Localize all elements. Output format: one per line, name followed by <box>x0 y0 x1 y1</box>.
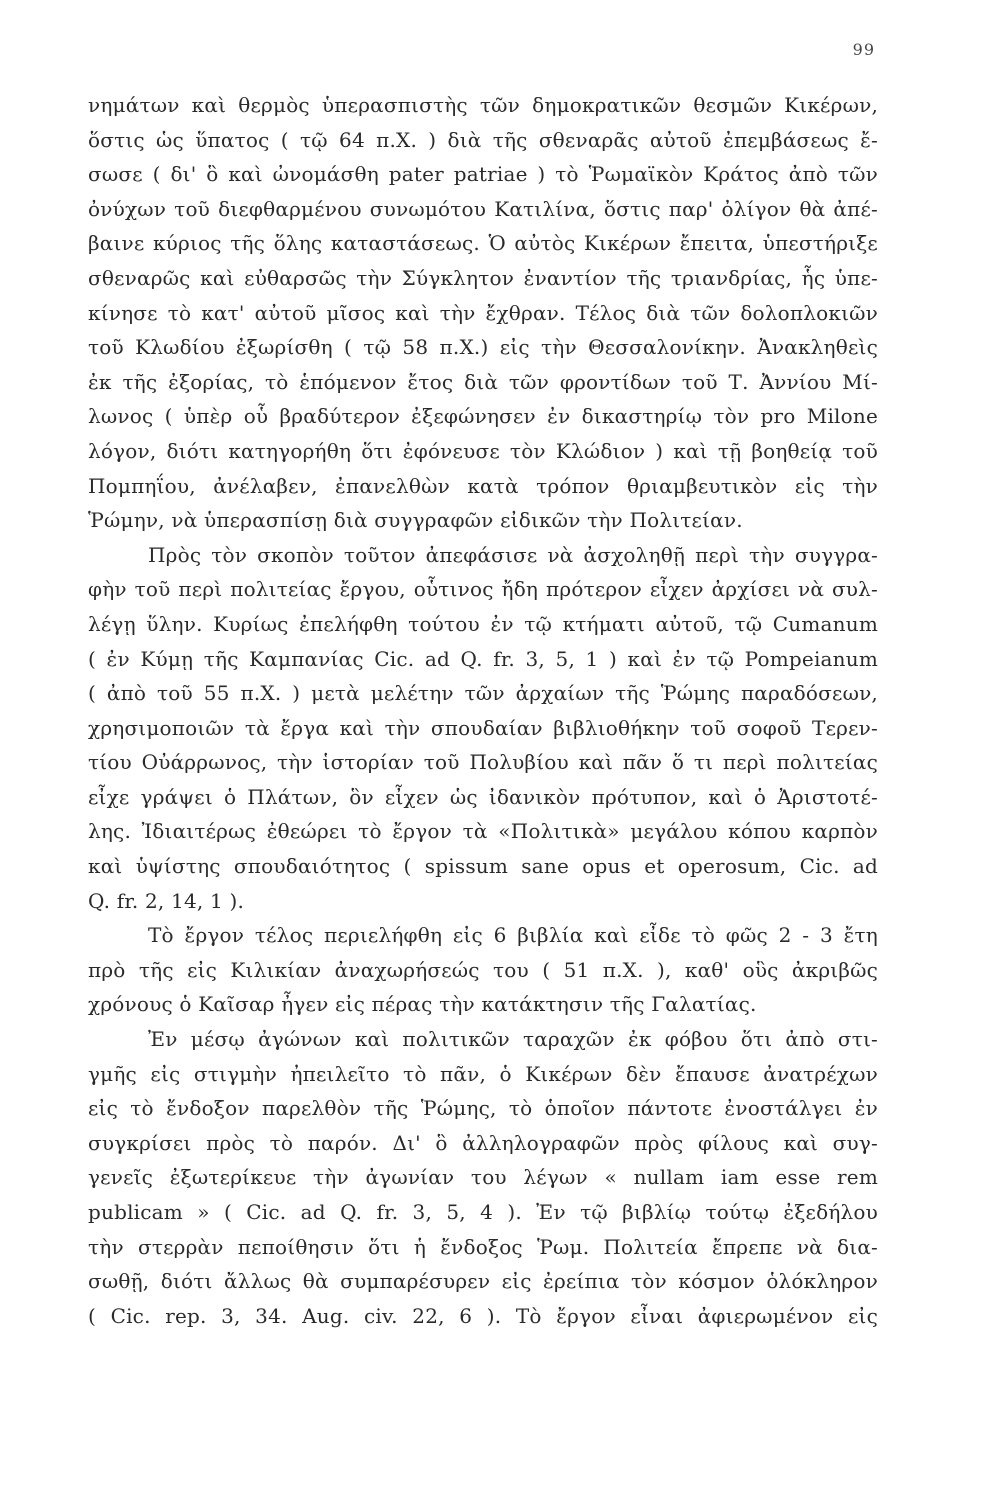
text-line: χρόνους ὁ Καῖσαρ ἦγεν εἰς πέρας τὴν κατάκτησιν τῆς Γαλατίας. <box>88 992 757 1017</box>
text-line: Ῥώμην, νὰ ὑπερασπίσῃ διὰ συγγραφῶν εἰδικῶν τὴν Πολιτείαν. <box>88 508 743 533</box>
text-line: Πρὸς τὸν σκοπὸν τοῦτον ἀπεφάσισε νὰ ἀσχοληθῇ περὶ τὴν συγγρα- <box>148 542 878 567</box>
text-line: Τὸ ἔργον τέλος περιελήφθη εἰς 6 βιβλία καὶ εἶδε τὸ φῶς 2 - 3 ἔτη <box>148 923 878 948</box>
text-line: ( Cic. rep. 3, 34. Aug. civ. 22, 6 ). Τὸ ἔργον εἶναι ἀφιερωμένον εἰς <box>88 1303 878 1328</box>
text-line: ( ἀπὸ τοῦ 55 π.Χ. ) μετὰ μελέτην τῶν ἀρχαίων τῆς Ῥώμης παραδόσεων, <box>88 681 878 706</box>
text-line: καὶ ὑψίστης σπουδαιότητος ( spissum sane opus et operosum, Cic. ad <box>88 854 878 879</box>
text-line: ἐκ τῆς ἐξορίας, τὸ ἑπόμενον ἔτος διὰ τῶν φροντίδων τοῦ Τ. Ἀννίου Μί- <box>88 369 878 394</box>
text-line: φὴν τοῦ περὶ πολιτείας ἔργου, οὗτινος ἤδη πρότερον εἶχεν ἀρχίσει νὰ συλ- <box>88 577 878 602</box>
text-line: λωνος ( ὑπὲρ οὗ βραδύτερον ἐξεφώνησεν ἐν δικαστηρίῳ τὸν pro Milone <box>88 404 878 429</box>
text-line: νημάτων καὶ θερμὸς ὑπερασπιστὴς τῶν δημοκρατικῶν θεσμῶν Κικέρων, <box>88 93 878 117</box>
text-line: σωθῇ, διότι ἄλλως θὰ συμπαρέσυρεν εἰς ἐρείπια τὸν κόσμον ὁλόκληρον <box>88 1269 878 1294</box>
text-line: βαινε κύριος τῆς ὅλης καταστάσεως. Ὁ αὐτὸς Κικέρων ἔπειτα, ὑπεστήριξε <box>88 231 878 256</box>
text-line: Ἐν μέσῳ ἀγώνων καὶ πολιτικῶν ταραχῶν ἐκ φόβου ὅτι ἀπὸ στι- <box>148 1027 878 1052</box>
text-line: κίνησε τὸ κατ' αὐτοῦ μῖσος καὶ τὴν ἔχθραν. Τέλος διὰ τῶν δολοπλοκιῶν <box>88 300 878 325</box>
text-line: εἶχε γράψει ὁ Πλάτων, ὃν εἶχεν ὡς ἰδανικὸν πρότυπον, καὶ ὁ Ἀριστοτέ- <box>88 784 878 809</box>
text-line: λόγον, διότι κατηγορήθη ὅτι ἐφόνευσε τὸν Κλώδιον ) καὶ τῇ βοηθείᾳ τοῦ <box>88 438 878 463</box>
text-line: λης. Ἰδιαιτέρως ἐθεώρει τὸ ἔργον τὰ «Πολιτικὰ» μεγάλου κόπου καρπὸν <box>88 819 878 844</box>
text-line: Q. fr. 2, 14, 1 ). <box>88 888 245 913</box>
text-line: πρὸ τῆς εἰς Κιλικίαν ἀναχωρήσεώς του ( 51 π.Χ. ), καθ' οὓς ἀκριβῶς <box>88 957 878 982</box>
text-line: γμῆς εἰς στιγμὴν ἠπειλεῖτο τὸ πᾶν, ὁ Κικέρων δὲν ἔπαυσε ἀνατρέχων <box>88 1061 878 1086</box>
text-line: τὴν στερρὰν πεποίθησιν ὅτι ἡ ἔνδοξος Ῥωμ. Πολιτεία ἔπρεπε νὰ δια- <box>88 1234 878 1259</box>
text-line: ὀνύχων τοῦ διεφθαρμένου συνωμότου Κατιλίνα, ὅστις παρ' ὀλίγον θὰ ἀπέ- <box>88 196 878 221</box>
text-line: συγκρίσει πρὸς τὸ παρόν. Δι' ὃ ἀλληλογραφῶν πρὸς φίλους καὶ συγ- <box>88 1130 878 1155</box>
text-line: ( ἐν Κύμῃ τῆς Καμπανίας Cic. ad Q. fr. 3, 5, 1 ) καὶ ἐν τῷ Pompeianum <box>88 646 878 671</box>
text-line: χρησιμοποιῶν τὰ ἔργα καὶ τὴν σπουδαίαν βιβλιοθήκην τοῦ σοφοῦ Τερεν- <box>88 715 878 740</box>
text-line: λέγῃ ὕλην. Κυρίως ἐπελήφθη τούτου ἐν τῷ κτήματι αὐτοῦ, τῷ Cumanum <box>88 611 878 636</box>
text-line: σθεναρῶς καὶ εὐθαρσῶς τὴν Σύγκλητον ἐναντίον τῆς τριανδρίας, ἧς ὑπε- <box>88 265 878 290</box>
text-line: τοῦ Κλωδίου ἐξωρίσθη ( τῷ 58 π.Χ.) εἰς τὴν Θεσσαλονίκην. Ἀνακληθεὶς <box>88 335 878 360</box>
text-line: τίου Οὐάρρωνος, τὴν ἱστορίαν τοῦ Πολυβίου καὶ πᾶν ὅ τι περὶ πολιτείας <box>88 750 878 775</box>
text-line: ὅστις ὡς ὕπατος ( τῷ 64 π.Χ. ) διὰ τῆς σθεναρᾶς αὐτοῦ ἐπεμβάσεως ἔ- <box>88 127 878 152</box>
body-text <box>88 88 878 1333</box>
page-number: 99 <box>852 40 875 59</box>
text-line: γενεῖς ἐξωτερίκευε τὴν ἀγωνίαν του λέγων « nullam iam esse rem <box>88 1165 878 1190</box>
text-line: Πομπηΐου, ἀνέλαβεν, ἐπανελθὼν κατὰ τρόπον θριαμβευτικὸν εἰς τὴν <box>88 473 878 498</box>
text-line: publicam » ( Cic. ad Q. fr. 3, 5, 4 ). Ἐν τῷ βιβλίῳ τούτῳ ἐξεδήλου <box>88 1200 878 1224</box>
text-line: εἰς τὸ ἔνδοξον παρελθὸν τῆς Ῥώμης, τὸ ὁποῖον πάντοτε ἐνοστάλγει ἐν <box>88 1096 878 1121</box>
text-line: σωσε ( δι' ὃ καὶ ὠνομάσθη pater patriae ) τὸ Ῥωμαϊκὸν Κράτος ἀπὸ τῶν <box>88 162 878 187</box>
